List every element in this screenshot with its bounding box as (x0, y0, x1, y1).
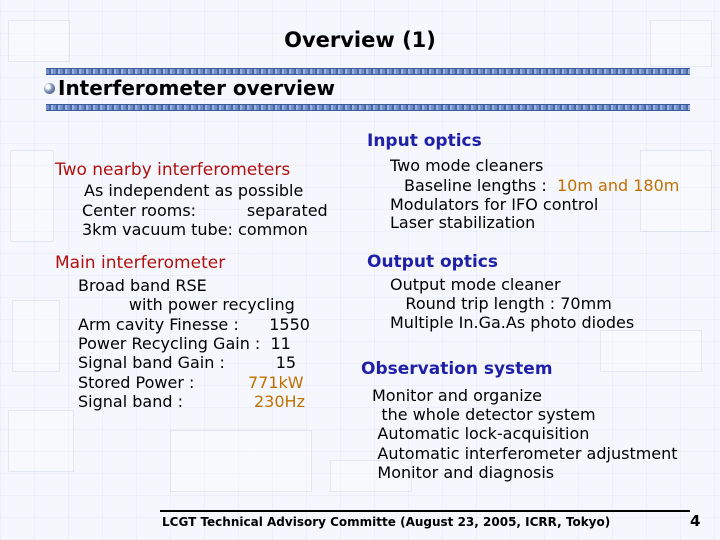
input-line: Laser stabilization (390, 213, 536, 232)
observation-line: Monitor and diagnosis (352, 463, 555, 482)
baseline-value: 10m and 180m (557, 176, 680, 195)
signal-band-label: Signal band : (78, 392, 183, 411)
stored-power-value: 771kW (248, 373, 304, 392)
top-divider (46, 68, 690, 75)
page-number: 4 (690, 512, 701, 530)
output-optics-heading: Output optics (367, 252, 498, 272)
bullet-icon (44, 83, 55, 94)
main-line: with power recycling (78, 295, 295, 314)
nearby-heading: Two nearby interferometers (55, 160, 291, 180)
nearby-line: Center rooms: separated (82, 201, 328, 220)
slide-title: Overview (1) (284, 28, 436, 52)
main-line: Power Recycling Gain : 11 (78, 334, 291, 353)
section-heading: Interferometer overview (58, 76, 336, 100)
observation-line: the whole detector system (300, 405, 596, 424)
footer-text: LCGT Technical Advisory Committe (August 23, 2005, ICRR, Tokyo) (162, 515, 611, 529)
main-heading: Main interferometer (55, 253, 226, 273)
main-line: Signal band Gain : 15 (78, 353, 297, 372)
observation-line: Automatic interferometer adjustment (352, 444, 678, 463)
input-line: Two mode cleaners (390, 156, 544, 175)
output-line: Output mode cleaner (390, 275, 561, 294)
output-line: Round trip length : 70mm (380, 294, 612, 313)
main-line: Broad band RSE (78, 276, 207, 295)
signal-band-value: 230Hz (254, 392, 305, 411)
input-line: Modulators for IFO control (390, 195, 599, 214)
footer-divider (160, 510, 690, 512)
section-divider (46, 104, 690, 111)
input-optics-heading: Input optics (367, 131, 482, 151)
stored-power-label: Stored Power : (78, 373, 195, 392)
nearby-line: As independent as possible (84, 181, 304, 200)
main-line: Arm cavity Finesse : 1550 (78, 315, 310, 334)
output-line: Multiple In.Ga.As photo diodes (390, 313, 635, 332)
observation-heading: Observation system (361, 359, 553, 379)
nearby-line: 3km vacuum tube: common (82, 220, 308, 239)
observation-line: Monitor and organize (372, 386, 542, 405)
baseline-label: Baseline lengths : (404, 176, 547, 195)
observation-line: Automatic lock-acquisition (352, 424, 590, 443)
